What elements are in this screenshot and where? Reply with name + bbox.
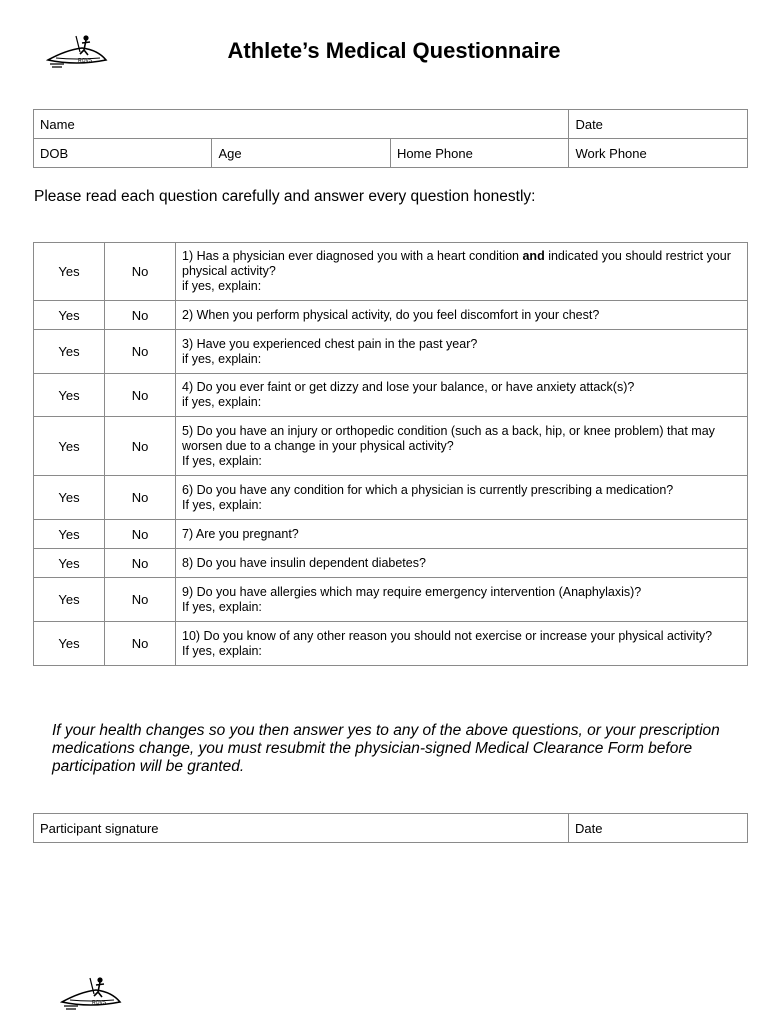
yes-option[interactable]: Yes <box>34 301 105 330</box>
yes-option[interactable]: Yes <box>34 417 105 476</box>
question-text: 10) Do you know of any other reason you should not exercise or increase your physical activity? If yes, explain: <box>176 622 748 666</box>
question-row <box>34 578 748 622</box>
health-change-notice: If your health changes so you then answer yes to any of the above questions, or your prescription medications change, you must resubmit the physician-signed Medical Clearance Form before participation will be granted. <box>52 722 720 775</box>
question-text: 6) Do you have any condition for which a physician is currently prescribing a medication? If yes, explain: <box>176 476 748 520</box>
questions-table <box>33 242 748 666</box>
yes-option[interactable]: Yes <box>34 374 105 417</box>
swimmer-boat-logo-icon <box>60 972 124 1012</box>
work-phone-field[interactable]: Work Phone <box>569 139 748 168</box>
question-row <box>34 301 748 330</box>
no-option[interactable]: No <box>105 549 176 578</box>
question-text: 2) When you perform physical activity, do you feel discomfort in your chest? <box>176 301 748 330</box>
question-text: 1) Has a physician ever diagnosed you with a heart condition and indicated you should restrict your physical activity? if yes, explain: <box>176 243 748 301</box>
page-title: Athlete’s Medical Questionnaire <box>227 38 561 63</box>
question-text: 3) Have you experienced chest pain in the past year? if yes, explain: <box>176 330 748 374</box>
no-option[interactable]: No <box>105 578 176 622</box>
question-text: 8) Do you have insulin dependent diabetes? <box>176 549 748 578</box>
yes-option[interactable]: Yes <box>34 549 105 578</box>
yes-option[interactable]: Yes <box>34 243 105 301</box>
no-option[interactable]: No <box>105 243 176 301</box>
intro-text: Please read each question carefully and answer every question honestly: <box>34 188 536 205</box>
yes-option[interactable]: Yes <box>34 330 105 374</box>
no-option[interactable]: No <box>105 417 176 476</box>
age-field[interactable]: Age <box>212 139 390 168</box>
no-option[interactable]: No <box>105 301 176 330</box>
question-text: 7) Are you pregnant? <box>176 520 748 549</box>
svg-text:ROVS: ROVS <box>92 1000 107 1006</box>
question-row <box>34 330 748 374</box>
personal-info-table <box>33 109 748 168</box>
yes-option[interactable]: Yes <box>34 520 105 549</box>
signature-table <box>33 813 748 843</box>
question-row <box>34 520 748 549</box>
yes-option[interactable]: Yes <box>34 578 105 622</box>
question-row <box>34 374 748 417</box>
question-row <box>34 417 748 476</box>
signature-date-field[interactable]: Date <box>569 814 748 843</box>
yes-option[interactable]: Yes <box>34 622 105 666</box>
no-option[interactable]: No <box>105 330 176 374</box>
question-row <box>34 622 748 666</box>
question-row <box>34 549 748 578</box>
date-field[interactable]: Date <box>569 110 748 139</box>
question-text: 4) Do you ever faint or get dizzy and lose your balance, or have anxiety attack(s)? if yes, explain: <box>176 374 748 417</box>
participant-signature-field[interactable]: Participant signature <box>34 814 569 843</box>
yes-option[interactable]: Yes <box>34 476 105 520</box>
no-option[interactable]: No <box>105 476 176 520</box>
dob-field[interactable]: DOB <box>34 139 212 168</box>
question-row <box>34 243 748 301</box>
question-text: 5) Do you have an injury or orthopedic condition (such as a back, hip, or knee problem) that may worsen due to a change in your physical activity? If yes, explain: <box>176 417 748 476</box>
svg-text:ROVS: ROVS <box>78 58 93 64</box>
no-option[interactable]: No <box>105 622 176 666</box>
no-option[interactable]: No <box>105 520 176 549</box>
question-row <box>34 476 748 520</box>
question-text: 9) Do you have allergies which may require emergency intervention (Anaphylaxis)? If yes, explain: <box>176 578 748 622</box>
no-option[interactable]: No <box>105 374 176 417</box>
home-phone-field[interactable]: Home Phone <box>390 139 569 168</box>
name-field[interactable]: Name <box>34 110 569 139</box>
